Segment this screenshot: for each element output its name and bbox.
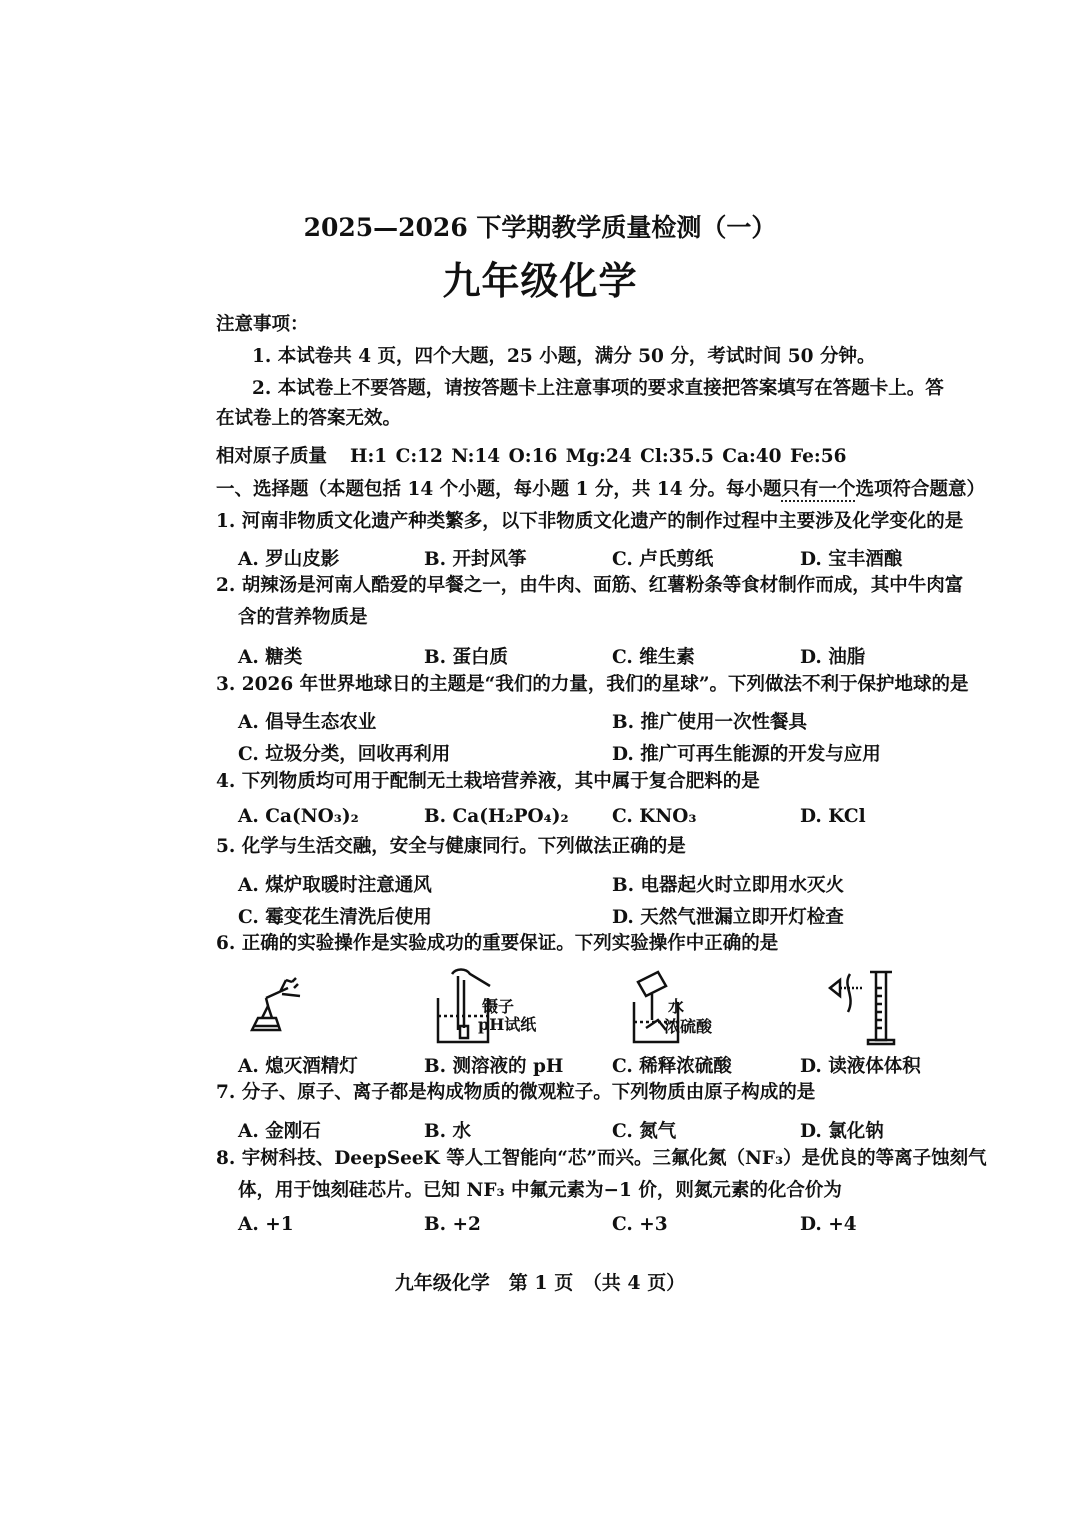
question-6-option-c: C. 稀释浓硫酸 bbox=[612, 1056, 732, 1077]
question-7-option-a: A. 金刚石 bbox=[238, 1121, 321, 1142]
section-1-heading bbox=[216, 481, 985, 500]
question-7-option-d: D. 氯化钠 bbox=[800, 1121, 884, 1142]
exam-title: 2025—2026 下学期教学质量检测（一） bbox=[303, 213, 777, 242]
question-4-option-b: B. Ca(H₂PO₄)₂ bbox=[424, 806, 569, 827]
page-footer: 九年级化学 第 1 页 （共 4 页） bbox=[394, 1272, 686, 1294]
notes-item-2-line-2: 在试卷上的答案无效。 bbox=[216, 408, 402, 429]
question-3-option-a: A. 倡导生态农业 bbox=[238, 712, 377, 733]
figure-b-ph-paper-label: pH试纸 bbox=[478, 1015, 537, 1034]
question-3-option-d: D. 推广可再生能源的开发与应用 bbox=[612, 744, 881, 765]
question-5-option-c: C. 霉变花生清洗后使用 bbox=[238, 907, 432, 928]
subject-title: 九年级化学 bbox=[442, 258, 638, 303]
notes-item-2-line-1: 2. 本试卷上不要答题，请按答题卡上注意事项的要求直接把答案填写在答题卡上。答 bbox=[252, 378, 944, 399]
question-1-option-d: D. 宝丰酒酿 bbox=[800, 549, 903, 570]
section-1-heading-emphasis: 只有一个 bbox=[781, 479, 856, 500]
question-3-stem: 3. 2026 年世界地球日的主题是“我们的力量，我们的星球”。下列做法不利于保护地球的是 bbox=[216, 674, 969, 695]
question-6-option-b: B. 测溶液的 pH bbox=[424, 1056, 564, 1077]
section-1-heading-before: 一、选择题（本题包括 14 个小题，每小题 1 分，共 14 分。每小题 bbox=[216, 479, 782, 500]
atomic-mass-values: H:1 C:12 N:14 O:16 Mg:24 Cl:35.5 Ca:40 Fe:56 bbox=[350, 446, 847, 467]
question-7-option-c: C. 氮气 bbox=[612, 1121, 677, 1142]
notes-item-1: 1. 本试卷共 4 页，四个大题，25 小题，满分 50 分，考试时间 50 分钟。 bbox=[252, 346, 876, 367]
question-3-option-b: B. 推广使用一次性餐具 bbox=[612, 712, 808, 733]
question-6-stem: 6. 正确的实验操作是实验成功的重要保证。下列实验操作中正确的是 bbox=[216, 933, 779, 954]
question-2-option-a: A. 糖类 bbox=[238, 647, 303, 668]
question-6-option-d: D. 读液体体积 bbox=[800, 1056, 921, 1077]
question-5-stem: 5. 化学与生活交融，安全与健康同行。下列做法正确的是 bbox=[216, 836, 686, 857]
figure-d-graduated-cylinder-icon bbox=[826, 966, 896, 1048]
question-5-option-a: A. 煤炉取暖时注意通风 bbox=[238, 875, 432, 896]
question-8-option-a: A. +1 bbox=[238, 1214, 294, 1235]
figure-c-water-label: 水 bbox=[668, 997, 685, 1016]
question-8-option-d: D. +4 bbox=[800, 1214, 857, 1235]
question-4-stem: 4. 下列物质均可用于配制无土栽培营养液，其中属于复合肥料的是 bbox=[216, 771, 760, 792]
question-4-option-a: A. Ca(NO₃)₂ bbox=[238, 806, 359, 827]
question-6-option-a: A. 熄灭酒精灯 bbox=[238, 1056, 358, 1077]
question-2-stem-line-2: 含的营养物质是 bbox=[238, 607, 368, 628]
question-8-stem-line-1: 8. 宇树科技、DeepSeeK 等人工智能向“芯”而兴。三氟化氮（NF₃）是优良的等离子蚀刻气 bbox=[216, 1148, 987, 1169]
question-4-option-d: D. KCl bbox=[800, 806, 866, 827]
question-2-option-c: C. 维生素 bbox=[612, 647, 695, 668]
question-8-option-b: B. +2 bbox=[424, 1214, 481, 1235]
question-1-option-c: C. 卢氏剪纸 bbox=[612, 549, 714, 570]
question-8-stem-line-2: 体，用于蚀刻硅芯片。已知 NF₃ 中氟元素为−1 价，则氮元素的化合价为 bbox=[238, 1180, 842, 1201]
section-1-heading-after: 选项符合题意） bbox=[855, 479, 986, 500]
question-1-option-b: B. 开封风筝 bbox=[424, 549, 527, 570]
atomic-mass-label: 相对原子质量 bbox=[216, 446, 328, 467]
question-3-option-c: C. 垃圾分类，回收再利用 bbox=[238, 744, 451, 765]
question-1-stem: 1. 河南非物质文化遗产种类繁多，以下非物质文化遗产的制作过程中主要涉及化学变化的是 bbox=[216, 511, 964, 532]
question-1-option-a: A. 罗山皮影 bbox=[238, 549, 340, 570]
figure-b-tweezers-label: 镊子 bbox=[482, 997, 515, 1016]
question-2-option-d: D. 油脂 bbox=[800, 647, 866, 668]
question-4-option-c: C. KNO₃ bbox=[612, 806, 697, 827]
question-7-stem: 7. 分子、原子、离子都是构成物质的微观粒子。下列物质由原子构成的是 bbox=[216, 1082, 816, 1103]
question-8-option-c: C. +3 bbox=[612, 1214, 668, 1235]
notes-heading: 注意事项： bbox=[216, 314, 309, 335]
question-7-option-b: B. 水 bbox=[424, 1121, 472, 1142]
figure-a-alcohol-lamp-icon bbox=[240, 970, 330, 1042]
question-2-stem-line-1: 2. 胡辣汤是河南人酷爱的早餐之一，由牛肉、面筋、红薯粉条等食材制作而成，其中牛肉富 bbox=[216, 575, 964, 596]
question-5-option-b: B. 电器起火时立即用水灭火 bbox=[612, 875, 845, 896]
question-2-option-b: B. 蛋白质 bbox=[424, 647, 509, 668]
question-5-option-d: D. 天然气泄漏立即开灯检查 bbox=[612, 907, 844, 928]
figure-c-acid-label: 浓硫酸 bbox=[664, 1017, 713, 1036]
